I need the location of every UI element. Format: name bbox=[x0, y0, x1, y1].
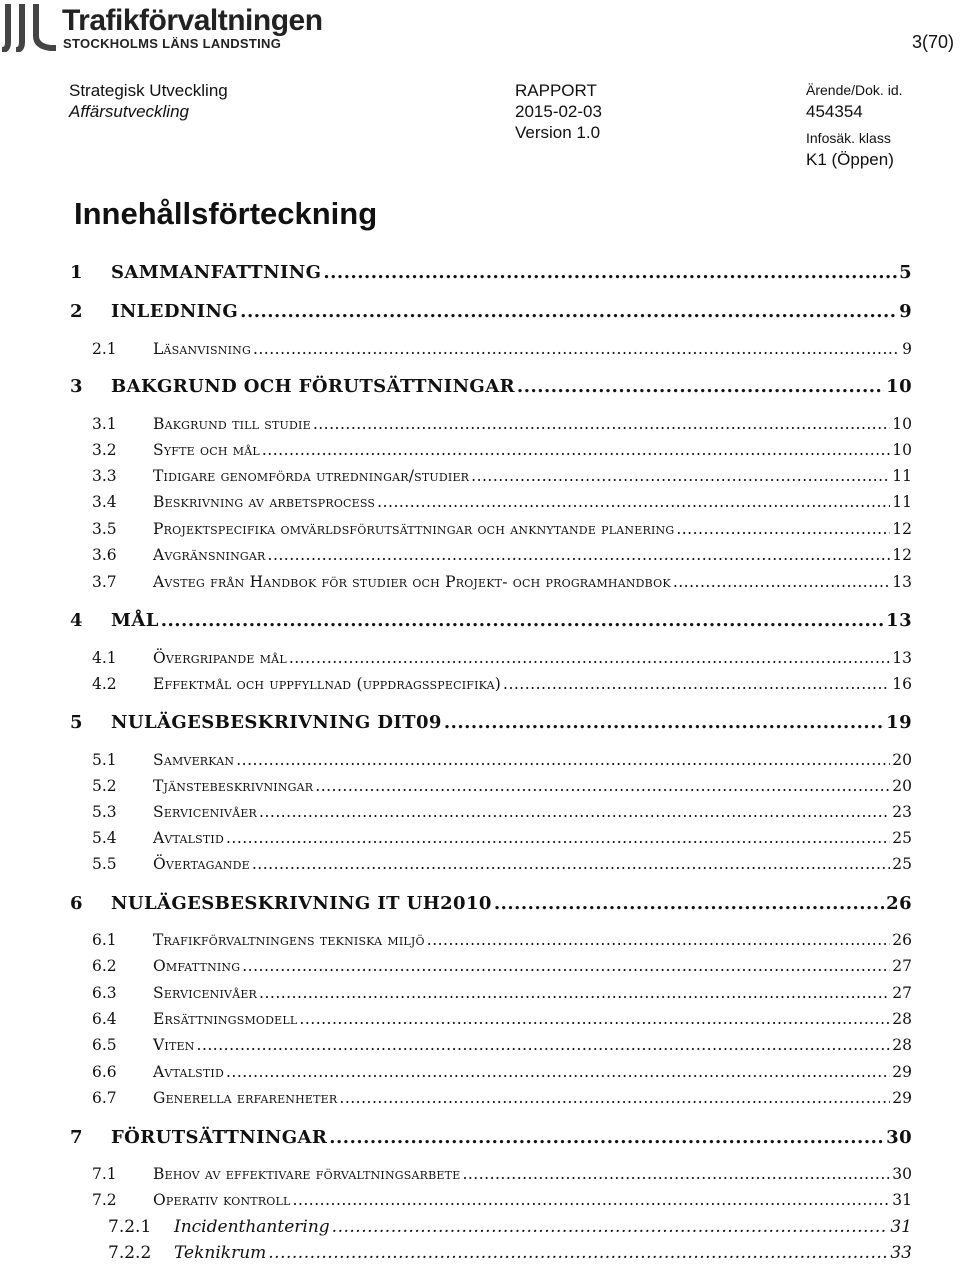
toc-entry[interactable] bbox=[92, 649, 912, 667]
toc-entry-number: 5.2 bbox=[92, 777, 117, 795]
toc-entry-page: 33 bbox=[890, 1243, 912, 1263]
header-doc-id-value: 454354 bbox=[806, 102, 863, 121]
toc-entry[interactable] bbox=[92, 1036, 912, 1054]
toc-entry-label: Samverkan bbox=[153, 751, 235, 769]
toc-entry-page: 9 bbox=[902, 340, 912, 358]
toc-entry[interactable] bbox=[92, 1010, 912, 1028]
toc-entry[interactable] bbox=[92, 1191, 912, 1209]
toc-leader-dots bbox=[299, 1010, 890, 1028]
toc-entry-number: 7 bbox=[70, 1127, 83, 1148]
toc-entry[interactable] bbox=[92, 984, 912, 1002]
toc-entry[interactable] bbox=[92, 546, 912, 564]
toc-entry-label: MÅL bbox=[111, 610, 159, 631]
toc-entry[interactable] bbox=[92, 1089, 912, 1107]
toc-entry-page: 26 bbox=[892, 931, 912, 949]
toc-entry-page: 19 bbox=[886, 712, 912, 733]
toc-entry-label: Ersättningsmodell bbox=[153, 1010, 298, 1028]
toc-entry-page: 13 bbox=[892, 649, 912, 667]
toc-entry-label: Behov av effektivare förvaltningsarbete bbox=[153, 1165, 461, 1183]
toc-entry[interactable] bbox=[108, 1243, 912, 1263]
toc-entry-number: 6.1 bbox=[92, 931, 117, 949]
toc-entry[interactable] bbox=[92, 415, 912, 433]
toc-entry-page: 30 bbox=[886, 1127, 912, 1148]
toc-entry-label: Övertagande bbox=[153, 855, 250, 873]
toc-entry-number: 7.2.2 bbox=[108, 1243, 152, 1263]
toc-leader-dots bbox=[240, 301, 897, 322]
toc-entry-number: 5.5 bbox=[92, 855, 117, 873]
toc-entry-page: 31 bbox=[892, 1191, 912, 1209]
toc-entry-label: Läsanvisning bbox=[153, 340, 251, 358]
toc-leader-dots bbox=[226, 829, 890, 847]
toc-entry-label: Incidenthantering bbox=[174, 1217, 330, 1237]
organization-logo bbox=[0, 0, 330, 54]
header-doc-id-label: Ärende/Dok. id. bbox=[806, 82, 903, 98]
toc-entry-number: 6.5 bbox=[92, 1036, 117, 1054]
toc-entry-label: FÖRUTSÄTTNINGAR bbox=[111, 1127, 328, 1148]
toc-entry-label: Servicenivåer bbox=[153, 803, 258, 821]
toc-entry[interactable] bbox=[92, 777, 912, 795]
toc-entry-number: 6.4 bbox=[92, 1010, 117, 1028]
toc-entry-number: 3 bbox=[70, 376, 83, 397]
toc-entry-label: Generella erfarenheter bbox=[153, 1089, 338, 1107]
toc-entry-label: Effektmål och uppfyllnad (uppdragsspecifika) bbox=[153, 675, 502, 693]
toc-entry[interactable] bbox=[92, 803, 912, 821]
toc-leader-dots bbox=[517, 376, 884, 397]
toc-leader-dots bbox=[503, 675, 890, 693]
toc-entry-number: 4 bbox=[70, 610, 83, 631]
toc-leader-dots bbox=[332, 1217, 889, 1237]
toc-entry-page: 29 bbox=[892, 1063, 912, 1081]
toc-entry-number: 2 bbox=[70, 301, 83, 322]
toc-leader-dots bbox=[268, 1243, 888, 1263]
toc-leader-dots bbox=[377, 493, 890, 511]
toc-entry-number: 4.1 bbox=[92, 649, 117, 667]
header-unit-line: Affärsutveckling bbox=[69, 102, 189, 121]
header-security-label: Infosäk. klass bbox=[806, 130, 891, 146]
toc-entry-page: 20 bbox=[892, 751, 912, 769]
toc-leader-dots bbox=[462, 1165, 890, 1183]
toc-entry-number: 7.2 bbox=[92, 1191, 117, 1209]
header-security-value: K1 (Öppen) bbox=[806, 150, 894, 169]
toc-entry-label: Tidigare genomförda utredningar/studier bbox=[153, 467, 470, 485]
toc-entry-page: 10 bbox=[892, 415, 912, 433]
toc-entry-page: 5 bbox=[899, 262, 912, 283]
toc-entry-number: 6.7 bbox=[92, 1089, 117, 1107]
toc-entry[interactable] bbox=[70, 301, 912, 322]
logo-mark-icon bbox=[2, 2, 58, 52]
toc-entry[interactable] bbox=[92, 957, 912, 975]
toc-entry-number: 3.2 bbox=[92, 441, 117, 459]
toc-entry[interactable] bbox=[92, 520, 912, 538]
toc-entry-page: 13 bbox=[886, 610, 912, 631]
toc-leader-dots bbox=[161, 610, 884, 631]
toc-entry-label: Operativ kontroll bbox=[153, 1191, 291, 1209]
header-report-info bbox=[515, 80, 602, 143]
toc-entry-number: 2.1 bbox=[92, 340, 117, 358]
toc-entry-label: Bakgrund till studie bbox=[153, 415, 311, 433]
toc-leader-dots bbox=[313, 415, 890, 433]
toc-entry-label: Avtalstid bbox=[153, 1063, 224, 1081]
toc-entry-page: 13 bbox=[892, 573, 912, 591]
toc-entry-number: 3.4 bbox=[92, 493, 117, 511]
toc-entry[interactable] bbox=[92, 829, 912, 847]
toc-entry-page: 25 bbox=[892, 829, 912, 847]
toc-entry[interactable] bbox=[92, 441, 912, 459]
toc-entry[interactable] bbox=[70, 893, 912, 914]
toc-leader-dots bbox=[339, 1089, 890, 1107]
toc-entry[interactable] bbox=[92, 573, 912, 591]
toc-entry-page: 20 bbox=[892, 777, 912, 795]
header-department-line: Strategisk Utveckling bbox=[69, 81, 228, 100]
toc-entry-label: Avgränsningar bbox=[153, 546, 266, 564]
toc-leader-dots bbox=[226, 1063, 890, 1081]
toc-entry-page: 10 bbox=[892, 441, 912, 459]
toc-entry-page: 12 bbox=[892, 546, 912, 564]
toc-entry-label: Omfattning bbox=[153, 957, 241, 975]
toc-entry-label: Servicenivåer bbox=[153, 984, 258, 1002]
header-doc-type: RAPPORT bbox=[515, 81, 597, 100]
toc-entry[interactable] bbox=[70, 1127, 912, 1148]
toc-entry-label: Övergripande mål bbox=[153, 649, 287, 667]
toc-entry-page: 31 bbox=[890, 1217, 912, 1237]
toc-entry-number: 7.1 bbox=[92, 1165, 117, 1183]
toc-entry-page: 10 bbox=[886, 376, 912, 397]
toc-entry[interactable] bbox=[92, 675, 912, 693]
toc-entry-number: 6.3 bbox=[92, 984, 117, 1002]
header-document-id bbox=[806, 80, 903, 170]
toc-entry-label: BAKGRUND OCH FÖRUTSÄTTNINGAR bbox=[111, 376, 515, 397]
toc-entry-label: Projektspecifika omvärldsförutsättningar och anknytande planering bbox=[153, 520, 675, 538]
toc-entry-page: 30 bbox=[892, 1165, 912, 1183]
toc-entry[interactable] bbox=[92, 467, 912, 485]
toc-entry-number: 6.6 bbox=[92, 1063, 117, 1081]
logo-name: Trafikförvaltningen bbox=[62, 4, 323, 37]
toc-entry-label: Avsteg från Handbok för studier och Projekt- och programhandbok bbox=[153, 573, 671, 591]
toc-entry-label: NULÄGESBESKRIVNING DIT09 bbox=[111, 712, 442, 733]
toc-entry-number: 5.3 bbox=[92, 803, 117, 821]
toc-entry-label: Tjänstebeskrivningar bbox=[153, 777, 314, 795]
toc-entry-label: Avtalstid bbox=[153, 829, 224, 847]
toc-entry-page: 16 bbox=[892, 675, 912, 693]
toc-entry-number: 3.5 bbox=[92, 520, 117, 538]
toc-leader-dots bbox=[427, 931, 891, 949]
toc-entry-page: 12 bbox=[892, 520, 912, 538]
toc-entry[interactable] bbox=[70, 262, 912, 283]
header-department bbox=[69, 80, 228, 122]
toc-entry-label: Teknikrum bbox=[174, 1243, 267, 1263]
toc-entry[interactable] bbox=[92, 855, 912, 873]
toc-entry-page: 11 bbox=[892, 467, 912, 485]
toc-entry-label: SAMMANFATTNING bbox=[111, 262, 322, 283]
toc-leader-dots bbox=[259, 984, 890, 1002]
toc-leader-dots bbox=[289, 649, 890, 667]
toc-entry-number: 3.7 bbox=[92, 573, 117, 591]
header-version: Version 1.0 bbox=[515, 123, 601, 142]
toc-leader-dots bbox=[444, 712, 884, 733]
toc-entry-number: 7.2.1 bbox=[108, 1217, 152, 1237]
toc-leader-dots bbox=[676, 520, 890, 538]
toc-leader-dots bbox=[494, 893, 884, 914]
toc-entry[interactable] bbox=[70, 610, 912, 631]
toc-leader-dots bbox=[673, 573, 890, 591]
toc-leader-dots bbox=[262, 441, 890, 459]
toc-entry-page: 27 bbox=[892, 957, 912, 975]
toc-entry[interactable] bbox=[92, 493, 912, 511]
toc-entry-label: Trafikförvaltningens tekniska miljö bbox=[153, 931, 425, 949]
toc-entry[interactable] bbox=[92, 1063, 912, 1081]
toc-entry-page: 28 bbox=[892, 1036, 912, 1054]
toc-entry-page: 28 bbox=[892, 1010, 912, 1028]
toc-entry-label: INLEDNING bbox=[111, 301, 239, 322]
toc-entry[interactable] bbox=[92, 751, 912, 769]
toc-entry-number: 5.1 bbox=[92, 751, 117, 769]
toc-entry-number: 1 bbox=[70, 262, 83, 283]
toc-entry-page: 11 bbox=[892, 493, 912, 511]
toc-leader-dots bbox=[268, 546, 891, 564]
toc-leader-dots bbox=[471, 467, 890, 485]
page-title: Innehållsförteckning bbox=[74, 196, 378, 231]
toc-leader-dots bbox=[236, 751, 890, 769]
toc-entry-number: 3.6 bbox=[92, 546, 117, 564]
toc-entry-number: 3.1 bbox=[92, 415, 117, 433]
toc-leader-dots bbox=[259, 803, 890, 821]
toc-entry-number: 5.4 bbox=[92, 829, 117, 847]
toc-entry-page: 25 bbox=[892, 855, 912, 873]
toc-entry[interactable] bbox=[92, 340, 912, 358]
toc-entry-page: 9 bbox=[899, 301, 912, 322]
toc-entry-number: 3.3 bbox=[92, 467, 117, 485]
toc-entry[interactable] bbox=[70, 376, 912, 397]
toc-entry-page: 26 bbox=[886, 893, 912, 914]
toc-entry[interactable] bbox=[108, 1217, 912, 1237]
toc-leader-dots bbox=[293, 1191, 891, 1209]
toc-entry-number: 4.2 bbox=[92, 675, 117, 693]
toc-entry[interactable] bbox=[70, 712, 912, 733]
logo-subtitle: STOCKHOLMS LÄNS LANDSTING bbox=[63, 36, 282, 51]
toc-entry-number: 6 bbox=[70, 893, 83, 914]
toc-leader-dots bbox=[315, 777, 890, 795]
toc-entry-label: Beskrivning av arbetsprocess bbox=[153, 493, 376, 511]
toc-leader-dots bbox=[252, 855, 890, 873]
toc-entry-label: Syfte och mål bbox=[153, 441, 260, 459]
toc-entry-page: 23 bbox=[892, 803, 912, 821]
page-number: 3(70) bbox=[911, 32, 954, 52]
toc-entry-number: 6.2 bbox=[92, 957, 117, 975]
toc-leader-dots bbox=[323, 262, 897, 283]
toc-entry[interactable] bbox=[92, 931, 912, 949]
toc-entry-label: NULÄGESBESKRIVNING IT UH2010 bbox=[111, 893, 492, 914]
toc-entry[interactable] bbox=[92, 1165, 912, 1183]
toc-leader-dots bbox=[242, 957, 890, 975]
header-date: 2015-02-03 bbox=[515, 102, 602, 121]
toc-leader-dots bbox=[253, 340, 900, 358]
toc-entry-page: 29 bbox=[892, 1089, 912, 1107]
toc-entry-number: 5 bbox=[70, 712, 83, 733]
toc-entry-label: Viten bbox=[153, 1036, 195, 1054]
toc-leader-dots bbox=[197, 1036, 891, 1054]
toc-entry-page: 27 bbox=[892, 984, 912, 1002]
toc-leader-dots bbox=[329, 1127, 884, 1148]
